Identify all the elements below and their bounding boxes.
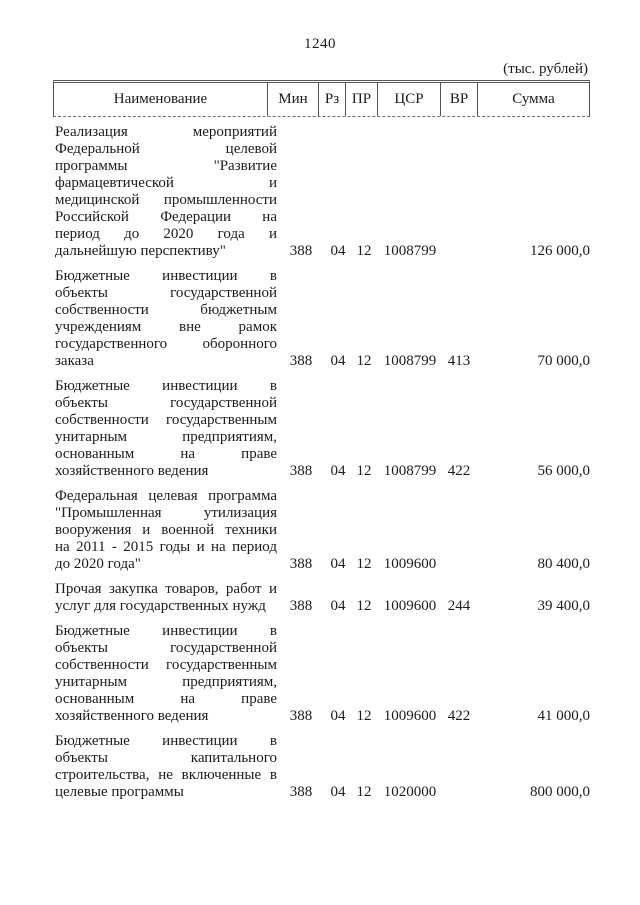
row-name-line: объекты государственной [55, 285, 277, 301]
column-header-min: Мин [268, 83, 319, 116]
row-name-line: вооружения и военной техники [55, 522, 277, 538]
row-name-line: Федеральная целевая программа [55, 488, 277, 504]
table-row [0, 488, 640, 573]
row-name-line: Бюджетные инвестиции в [55, 268, 277, 284]
cell-csr: 1008799 [383, 463, 437, 479]
row-name-line: "Промышленная утилизация [55, 505, 277, 521]
row-name-line: дальнейшую перспективу" [55, 243, 226, 259]
table-row [0, 623, 640, 725]
row-name-line: объекты государственной [55, 640, 277, 656]
table-row [0, 733, 640, 801]
row-name-line: Реализация мероприятий [55, 124, 277, 140]
cell-min: 388 [289, 708, 313, 724]
cell-sum: 70 000,0 [537, 353, 590, 369]
row-name-line: унитарным предприятиям, [55, 674, 277, 690]
page-number: 1240 [304, 36, 336, 52]
cell-rz: 04 [330, 598, 346, 614]
cell-vr: 413 [447, 353, 471, 369]
row-name-cell [55, 581, 277, 615]
column-header-vr: ВР [441, 83, 478, 116]
row-name-cell [55, 268, 277, 370]
cell-min: 388 [289, 556, 313, 572]
row-name-line: период до 2020 года и [55, 226, 277, 242]
cell-rz: 04 [330, 708, 346, 724]
cell-csr: 1020000 [383, 784, 437, 800]
cell-vr: 422 [447, 708, 471, 724]
cell-min: 388 [289, 243, 313, 259]
cell-vr: 244 [447, 598, 471, 614]
table-row [0, 124, 640, 260]
cell-min: 388 [289, 784, 313, 800]
cell-csr: 1009600 [383, 708, 437, 724]
cell-sum: 56 000,0 [537, 463, 590, 479]
row-name-line: государственного оборонного [55, 336, 277, 352]
column-header-pr: ПР [346, 83, 378, 116]
row-name-line: основанным на праве [55, 691, 277, 707]
row-name-line: до 2020 года" [55, 556, 141, 572]
row-name-line: Федеральной целевой [55, 141, 277, 157]
row-name-line: услуг для государственных нужд [55, 598, 266, 614]
cell-rz: 04 [330, 556, 346, 572]
table-row [0, 378, 640, 480]
cell-vr: 422 [447, 463, 471, 479]
cell-pr: 12 [356, 784, 372, 800]
cell-pr: 12 [356, 556, 372, 572]
row-name-cell [55, 378, 277, 480]
row-name-line: хозяйственного ведения [55, 463, 209, 479]
table-header [53, 80, 590, 117]
units-label: (тыс. рублей) [503, 61, 588, 77]
row-name-line: собственности бюджетным [55, 302, 277, 318]
row-name-line: унитарным предприятиям, [55, 429, 277, 445]
column-header-csr: ЦСР [378, 83, 441, 116]
cell-sum: 80 400,0 [537, 556, 590, 572]
table-row [0, 581, 640, 615]
cell-rz: 04 [330, 243, 346, 259]
cell-min: 388 [289, 463, 313, 479]
cell-pr: 12 [356, 598, 372, 614]
row-name-line: объекты капитального [55, 750, 277, 766]
row-name-line: строительства, не включенные в [55, 767, 277, 783]
row-name-line: учреждениям вне рамок [55, 319, 277, 335]
row-name-line: заказа [55, 353, 94, 369]
row-name-line: Прочая закупка товаров, работ и [55, 581, 277, 597]
row-name-line: на 2011 - 2015 годы и на период [55, 539, 277, 555]
cell-pr: 12 [356, 708, 372, 724]
row-name-line: медицинской промышленности [55, 192, 277, 208]
cell-sum: 39 400,0 [537, 598, 590, 614]
row-name-line: собственности государственным [55, 412, 277, 428]
row-name-cell [55, 733, 277, 801]
cell-csr: 1008799 [383, 353, 437, 369]
cell-csr: 1009600 [383, 556, 437, 572]
row-name-line: объекты государственной [55, 395, 277, 411]
table-body [0, 124, 640, 809]
row-name-cell [55, 623, 277, 725]
row-name-line: Бюджетные инвестиции в [55, 378, 277, 394]
cell-csr: 1009600 [383, 598, 437, 614]
row-name-line: Бюджетные инвестиции в [55, 733, 277, 749]
cell-min: 388 [289, 598, 313, 614]
cell-min: 388 [289, 353, 313, 369]
row-name-line: Российской Федерации на [55, 209, 277, 225]
row-name-line: фармацевтической и [55, 175, 277, 191]
row-name-line: собственности государственным [55, 657, 277, 673]
table-row [0, 268, 640, 370]
cell-pr: 12 [356, 353, 372, 369]
row-name-line: программы "Развитие [55, 158, 277, 174]
row-name-line: хозяйственного ведения [55, 708, 209, 724]
row-name-line: целевые программы [55, 784, 184, 800]
column-header-sum: Сумма [512, 91, 555, 107]
cell-rz: 04 [330, 463, 346, 479]
row-name-line: основанным на праве [55, 446, 277, 462]
cell-sum: 800 000,0 [530, 784, 590, 800]
cell-rz: 04 [330, 353, 346, 369]
cell-rz: 04 [330, 784, 346, 800]
cell-pr: 12 [356, 463, 372, 479]
cell-csr: 1008799 [383, 243, 437, 259]
cell-sum: 41 000,0 [537, 708, 590, 724]
cell-pr: 12 [356, 243, 372, 259]
row-name-cell [55, 488, 277, 573]
cell-sum: 126 000,0 [530, 243, 590, 259]
column-header-name: Наименование [54, 83, 268, 116]
row-name-line: Бюджетные инвестиции в [55, 623, 277, 639]
row-name-cell [55, 124, 277, 260]
column-header-rz: Рз [319, 83, 346, 116]
